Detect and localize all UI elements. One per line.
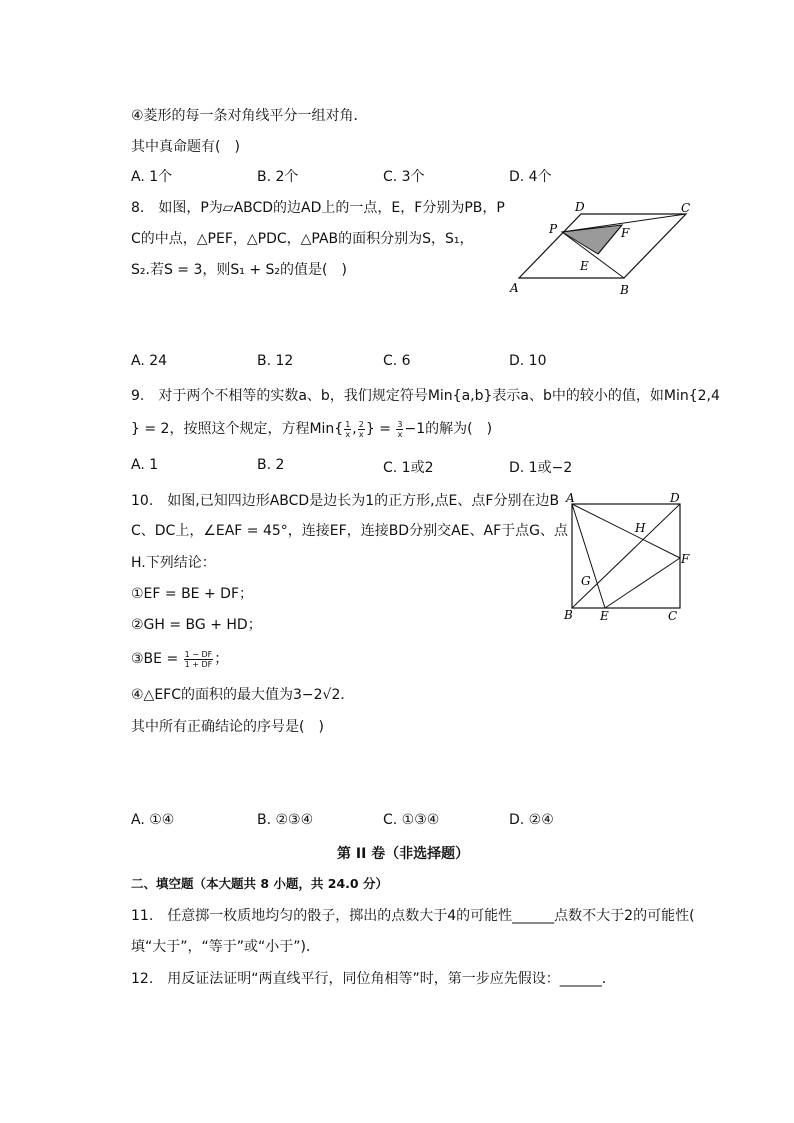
q9-option-c[interactable]: C. 1或2 bbox=[383, 460, 434, 476]
q8-option-b[interactable]: B. 12 bbox=[257, 353, 294, 369]
q10-fraction: $\frac{1 - DF}{1 + DF}$ bbox=[184, 649, 213, 669]
statement-4: ④菱形的每一条对角线平分一组对角． bbox=[131, 108, 368, 124]
q10-option-d[interactable]: D. ②④ bbox=[509, 812, 554, 828]
q10-conclusion-4: ④△EFC的面积的最大值为3−2√2． bbox=[131, 687, 355, 703]
q11-line-2: 填“大于”，“等于”或“小于”)． bbox=[131, 939, 320, 955]
q10-label-c: C bbox=[668, 609, 678, 623]
q8-option-a[interactable]: A. 24 bbox=[131, 353, 168, 369]
q9-fraction-3-over-x: $\frac{3}{x}$ bbox=[397, 419, 403, 439]
q9-line-1: 9. 对于两个不相等的实数a、b，我们规定符号Min{a,b}表示a、b中的较小的值，如Min{2,4 bbox=[131, 388, 720, 404]
q10-line-1: 10. 如图,已知四边形ABCD是边长为1的正方形,点E、点F分别在边B bbox=[131, 493, 560, 509]
q9-fraction-1-over-x: $\frac{1}{x}$ bbox=[345, 419, 351, 439]
question-12: 12. 用反证法证明“两直线平行，同位角相等”时，第一步应先假设：______． bbox=[131, 971, 616, 987]
q10-option-a[interactable]: A. ①④ bbox=[131, 812, 175, 828]
q8-option-d[interactable]: D. 10 bbox=[509, 353, 547, 369]
q9-option-a[interactable]: A. 1 bbox=[131, 457, 159, 473]
q10-label-g: G bbox=[581, 574, 591, 588]
q10-option-c[interactable]: C. ①③④ bbox=[383, 812, 440, 828]
q10-label-h: H bbox=[635, 521, 646, 535]
q10-segment-af bbox=[572, 504, 680, 558]
q10-label-d: D bbox=[670, 491, 680, 505]
q10-line-2: C、DC上，∠EAF = 45°，连接EF，连接BD分别交AE、AF于点G、点 bbox=[131, 523, 568, 539]
q8-label-e: E bbox=[580, 259, 589, 273]
q10-conclusion-1: ①EF = BE + DF； bbox=[131, 586, 253, 602]
q8-line-1: 8. 如图，P为▱ABCD的边AD上的一点，E，F分别为PB，P bbox=[131, 200, 505, 216]
q10-question: 其中所有正确结论的序号是( ) bbox=[131, 719, 324, 735]
q10-label-b: B bbox=[564, 608, 573, 622]
q8-label-b: B bbox=[620, 283, 629, 297]
q7-option-a[interactable]: A. 1个 bbox=[131, 169, 173, 185]
q8-label-a: A bbox=[510, 281, 519, 295]
q10-conclusion-3: ③BE = $\frac{1 - DF}{1 + DF}$ ； bbox=[131, 649, 229, 669]
q8-line-2: C的中点，△PEF，△PDC，△PAB的面积分别为S，S₁， bbox=[131, 231, 474, 247]
q10-square-figure bbox=[560, 488, 700, 628]
q10-label-a: A bbox=[566, 491, 575, 505]
q11-line-1: 11. 任意掷一枚质地均匀的骰子，掷出的点数大于4的可能性______点数不大于2的可能性( bbox=[131, 908, 695, 924]
q8-parallelogram-figure bbox=[500, 196, 700, 300]
q8-label-c: C bbox=[681, 201, 691, 215]
q8-label-d: D bbox=[575, 200, 585, 214]
q7-option-c[interactable]: C. 3个 bbox=[383, 169, 425, 185]
q8-option-c[interactable]: C. 6 bbox=[383, 353, 411, 369]
q10-option-b[interactable]: B. ②③④ bbox=[257, 812, 314, 828]
q9-fraction-2-over-x: $\frac{2}{x}$ bbox=[358, 419, 364, 439]
q8-shaded-triangle bbox=[562, 225, 622, 254]
q8-label-f: F bbox=[621, 226, 630, 240]
q10-conclusion-2: ②GH = BG + HD； bbox=[131, 617, 262, 633]
q7-option-d[interactable]: D. 4个 bbox=[509, 169, 552, 185]
q10-label-e: E bbox=[600, 609, 609, 623]
q9-option-b[interactable]: B. 2 bbox=[257, 457, 285, 473]
q9-option-d[interactable]: D. 1或−2 bbox=[509, 460, 573, 476]
section-2-title: 二、填空题（本大题共 8 小题，共 24.0 分） bbox=[131, 876, 388, 891]
q8-line-3: S₂.若S = 3，则S₁ + S₂的值是( ) bbox=[131, 262, 347, 278]
q9-line-2: } = 2，按照这个规定，方程Min{ $\frac{1}{x}$ , $\frac{2}{x}$ } = $\frac{3}{x}$ −1的解为( ) bbox=[131, 419, 493, 439]
part-2-title: 第 II 卷（非选择题） bbox=[337, 846, 470, 862]
true-count-question: 其中真命题有( ) bbox=[131, 139, 240, 155]
q7-option-b[interactable]: B. 2个 bbox=[257, 169, 299, 185]
q10-label-f: F bbox=[681, 552, 690, 566]
q10-line-3: H.下列结论： bbox=[131, 555, 216, 571]
q8-label-p: P bbox=[549, 222, 558, 236]
